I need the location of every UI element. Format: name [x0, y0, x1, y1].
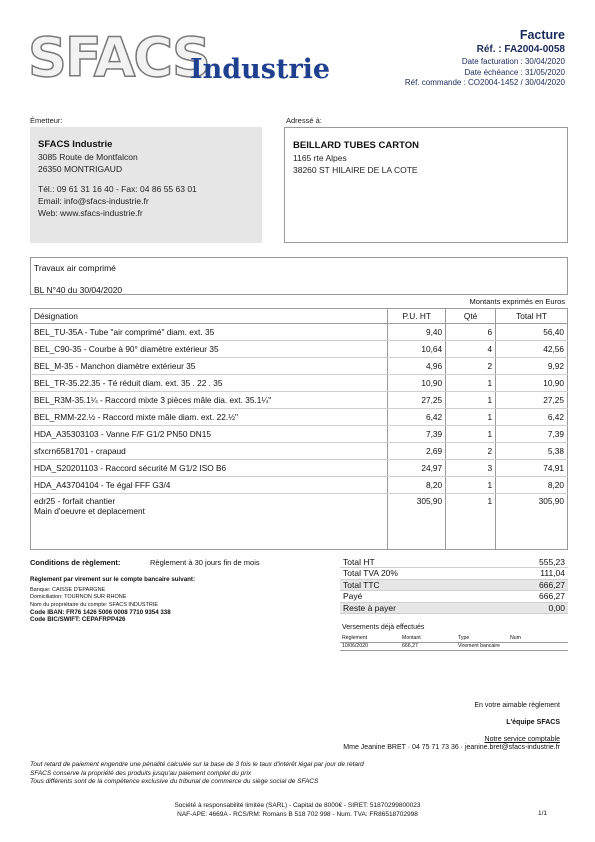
item-quantity: 6 [446, 324, 496, 341]
item-quantity: 3 [446, 460, 496, 477]
date-facturation: Date facturation : 30/04/2020 [461, 57, 565, 66]
item-total: 42,56 [496, 341, 568, 358]
item-total: 6,42 [496, 409, 568, 426]
total-value: 666,27 [490, 591, 568, 603]
invoice-ref: Réf. : FA2004-0058 [476, 44, 565, 55]
item-total: 56,40 [496, 324, 568, 341]
versements-header-row [340, 634, 568, 642]
date-echeance: Date échéance : 31/05/2020 [464, 67, 565, 77]
item-designation-detail: Main d'oeuvre et deplacement [34, 506, 145, 516]
ref-commande: Réf. commande : CO2004-1452 / 30/04/2020 [404, 78, 565, 87]
total-row [340, 591, 568, 603]
bank-owner: Nom du propriétaire du compte: SFACS INDUSTRIE [30, 601, 159, 608]
table-row [31, 392, 568, 409]
item-designation: sfxcrn6581701 - crapaud [31, 443, 388, 460]
item-unit-price: 10,64 [388, 341, 446, 358]
emetteur-web: Web: www.sfacs-industrie.fr [38, 208, 143, 218]
col-qte-header: Qté [446, 309, 496, 324]
conditions-value: Règlement à 30 jours fin de mois [150, 558, 260, 567]
item-designation: HDA_A35303103 - Vanne F/F G1/2 PN50 DN15 [31, 426, 388, 443]
table-row [31, 375, 568, 392]
item-unit-price: 10,90 [388, 375, 446, 392]
page-number: 1/1 [537, 810, 547, 817]
penalties-notice [30, 761, 364, 787]
bank-bic: Code BIC/SWIFT: CEPAFRPP426 [30, 616, 126, 624]
destinataire-box [284, 127, 568, 243]
item-unit-price: 2,69 [388, 443, 446, 460]
total-label: Reste à payer [340, 602, 490, 614]
totals-table [340, 556, 568, 614]
vers-header: Montant [400, 634, 456, 642]
table-row [31, 443, 568, 460]
total-label: Total TTC [340, 579, 490, 591]
item-unit-price: 27,25 [388, 392, 446, 409]
item-quantity: 2 [446, 358, 496, 375]
total-row [340, 556, 568, 568]
item-designation: BEL_TR-35.22.35 - Té réduit diam. ext. 35 . 22 . 35 [31, 375, 388, 392]
item-unit-price: 305,90 [388, 494, 446, 550]
signature-team: L'équipe SFACS [506, 719, 560, 726]
item-designation: HDA_A43704104 - Te égal FFF G3/4 [31, 477, 388, 494]
item-total: 9,92 [496, 358, 568, 375]
versements-table [340, 634, 568, 651]
table-row [31, 324, 568, 341]
item-quantity: 1 [446, 426, 496, 443]
penalty-line: Tous différents sont de la compétence exclusive du tribunal de commerce du siège social de SFACS [30, 778, 319, 785]
vers-cell: 666,27 [400, 642, 456, 650]
item-total: 27,25 [496, 392, 568, 409]
item-quantity: 1 [446, 392, 496, 409]
destinataire-label: Adressé à: [286, 116, 322, 125]
bank-name: Banque: CAISSE D'EPARGNE [30, 587, 106, 593]
emetteur-name: SFACS Industrie [38, 139, 113, 150]
penalty-line: Tout retard de paiement engendre une pénalité calculée sur la base de 3 fois le taux d'intérêt légal par jour de retard [30, 761, 364, 768]
emetteur-address1: 3085 Route de Montfalcon [38, 152, 138, 162]
table-row [31, 426, 568, 443]
emetteur-box [30, 127, 262, 243]
footer-line1: Société à responsabilité limitée (SARL) - Capital de 8000€ - SIRET: 51870299800023 [174, 802, 421, 809]
table-row [31, 358, 568, 375]
item-quantity: 1 [446, 477, 496, 494]
table-header-row [31, 309, 568, 324]
penalty-line: SFACS conserve la propriété des produits jusqu'au paiement complet du prix [30, 769, 252, 777]
virement-title: Règlement par virement sur le compte bancaire suivant: [30, 576, 196, 583]
total-value: 0,00 [490, 602, 568, 614]
versements-title: Versements déjà effectués [342, 624, 425, 631]
item-quantity: 2 [446, 443, 496, 460]
vers-header: Type [456, 634, 508, 642]
destinataire-address1: 1165 rte Alpes [293, 153, 347, 163]
item-designation [31, 494, 388, 550]
vers-cell [508, 642, 568, 650]
total-label: Payé [340, 591, 490, 603]
invoice-header [305, 28, 565, 89]
items-table [30, 308, 568, 550]
col-designation-header: Désignation [31, 309, 388, 324]
total-label: Total TVA 20% [340, 568, 490, 580]
info-line1: Travaux air comprimé [34, 263, 116, 273]
destinataire-address2: 38260 ST HILAIRE DE LA COTE [293, 165, 418, 175]
destinataire-name: BEILLARD TUBES CARTON [293, 140, 419, 151]
emetteur-email: Email: info@sfacs-industrie.fr [38, 196, 149, 206]
item-designation: BEL_C90-35 - Courbe à 90° diamètre extérieur 35 [31, 341, 388, 358]
item-designation: HDA_S20201103 - Raccord sécurité M G1/2 ISO B6 [31, 460, 388, 477]
total-ttc-row [340, 579, 568, 591]
col-total-header: Total HT [496, 309, 568, 324]
total-value: 666,27 [490, 579, 568, 591]
info-line2: BL N°40 du 30/04/2020 [34, 285, 123, 295]
item-unit-price: 7,39 [388, 426, 446, 443]
total-label: Total HT [340, 556, 490, 568]
bank-details [30, 587, 171, 623]
legal-footer [0, 801, 595, 819]
info-box [30, 257, 568, 295]
bank-iban: Code IBAN: FR76 1426 5006 0008 7710 9354 338 [30, 608, 171, 616]
item-total: 5,38 [496, 443, 568, 460]
item-quantity: 1 [446, 494, 496, 550]
bank-domiciliation: Domiciliation: TOURNON SUR RHONE [30, 594, 127, 601]
emetteur-label: Émetteur: [30, 116, 63, 125]
vers-header: Num [508, 634, 568, 642]
total-value: 111,04 [490, 568, 568, 580]
item-unit-price: 4,96 [388, 358, 446, 375]
item-quantity: 1 [446, 409, 496, 426]
signature-contact: Mme Jeanine BRET · 04 75 71 73 36 · jeanine.bret@sfacs-industrie.fr [343, 744, 560, 751]
vers-header: Règlement [340, 634, 400, 642]
item-total: 10,90 [496, 375, 568, 392]
emetteur-tel: Tél.: 09 61 31 16 40 - Fax: 04 86 55 63 01 [38, 184, 197, 194]
footer-line2: NAF-APE: 4669A - RCS/RM: Romans B 518 702 998 - Num. TVA: FR86518702998 [177, 811, 418, 818]
item-unit-price: 24,97 [388, 460, 446, 477]
item-designation: BEL_M-35 - Manchon diamètre extérieur 35 [31, 358, 388, 375]
signature-closing: En votre aimable règlement [474, 702, 560, 709]
emetteur-address2: 26350 MONTRIGAUD [38, 164, 123, 174]
item-quantity: 1 [446, 375, 496, 392]
currency-note: Montants exprimés en Euros [469, 297, 565, 306]
item-designation-title: edr25 - forfait chantier [34, 496, 116, 506]
item-designation: BEL_R3M-35.1¼ - Raccord mixte 3 pièces mâle dia. ext. 35.1¼" [31, 392, 388, 409]
col-pu-header: P.U. HT [388, 309, 446, 324]
table-row [31, 494, 568, 550]
item-designation: BEL_TU-35A - Tube "air comprimé" diam. ext. 35 [31, 324, 388, 341]
vers-cell: Virement bancaire [456, 642, 508, 650]
total-value: 555,23 [490, 556, 568, 568]
item-total: 305,90 [496, 494, 568, 550]
item-total: 7,39 [496, 426, 568, 443]
total-row [340, 602, 568, 614]
conditions-label: Conditions de règlement: [30, 558, 121, 567]
logo-industrie-text: Industrie [190, 54, 331, 85]
table-row [31, 460, 568, 477]
table-row [31, 477, 568, 494]
item-designation: BEL_RMM-22.½ - Raccord mixte mâle diam. ext. 22.½" [31, 409, 388, 426]
item-quantity: 4 [446, 341, 496, 358]
total-row [340, 568, 568, 580]
item-unit-price: 9,40 [388, 324, 446, 341]
table-row [31, 341, 568, 358]
invoice-title: Facture [519, 28, 565, 42]
company-logo [28, 26, 331, 89]
item-unit-price: 8,20 [388, 477, 446, 494]
item-unit-price: 6,42 [388, 409, 446, 426]
item-total: 74,91 [496, 460, 568, 477]
vers-cell: 10/06/2020 [340, 642, 400, 650]
logo-sfacs-text: SFACS [28, 26, 209, 89]
item-total: 8,20 [496, 477, 568, 494]
signature-service: Notre service comptable [484, 736, 560, 743]
table-row [31, 409, 568, 426]
versements-row [340, 642, 568, 650]
